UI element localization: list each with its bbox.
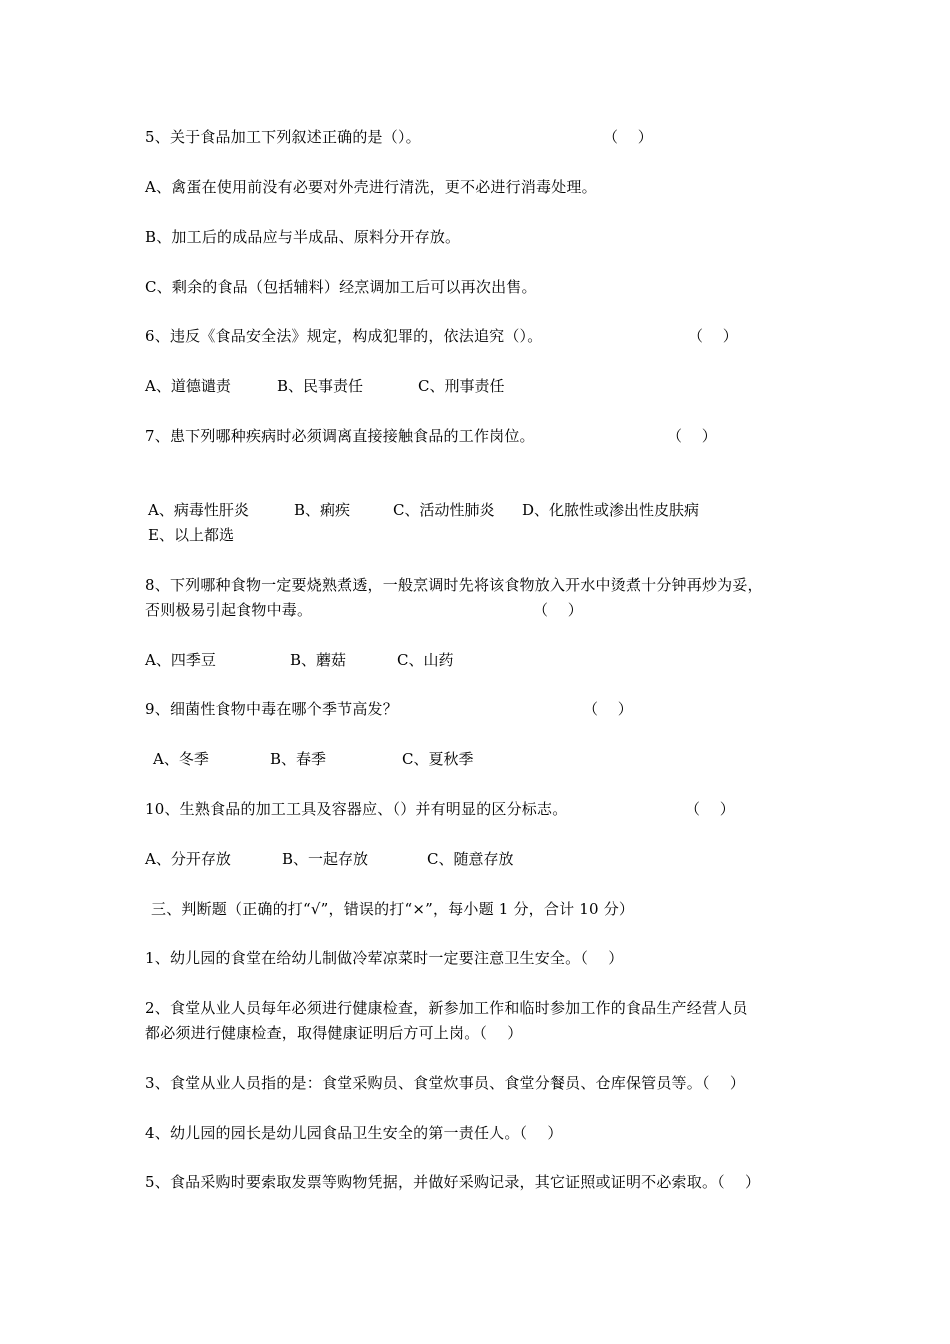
q10-option-a: A、分开存放: [145, 850, 231, 868]
q5-stem: 5、关于食品加工下列叙述正确的是（）。: [145, 128, 421, 146]
q6-stem: 6、违反《食品安全法》规定，构成犯罪的，依法追究（）。: [145, 327, 543, 345]
q7-stem: 7、患下列哪种疾病时必须调离直接接触食品的工作岗位。: [145, 427, 535, 445]
q7-option-c: C、活动性肺炎: [393, 501, 495, 519]
tf-item-2-line1: 2、食堂从业人员每年必须进行健康检查，新参加工作和临时参加工作的食品生产经营人员: [145, 999, 748, 1017]
q8-stem-line2: 否则极易引起食物中毒。: [145, 601, 313, 619]
q5-option-b: B、加工后的成品应与半成品、原料分开存放。: [145, 228, 461, 246]
q9-stem: 9、细菌性食物中毒在哪个季节高发？: [145, 700, 398, 718]
q8-option-c: C、山药: [397, 651, 454, 669]
q7-option-e: E、以上都选: [148, 526, 234, 544]
tf-item-1: 1、幼儿园的食堂在给幼儿制做冷荤凉菜时一定要注意卫生安全。（ ）: [145, 949, 624, 967]
q5-option-c: C、剩余的食品（包括辅料）经烹调加工后可以再次出售。: [145, 278, 537, 296]
q9-answer-paren: （ ）: [583, 700, 633, 718]
section3-title: 三、判断题（正确的打“√”，错误的打“×”，每小题 1 分，合计 10 分）: [151, 900, 635, 918]
q9-option-c: C、夏秋季: [402, 750, 474, 768]
q8-stem-line1: 8、下列哪种食物一定要烧熟煮透，一般烹调时先将该食物放入开水中烫煮十分钟再炒为妥，: [145, 576, 763, 594]
tf-item-3: 3、食堂从业人员指的是：食堂采购员、食堂炊事员、食堂分餐员、仓库保管员等。（ ）: [145, 1074, 746, 1092]
q8-option-a: A、四季豆: [145, 651, 216, 669]
tf-item-4: 4、幼儿园的园长是幼儿园食品卫生安全的第一责任人。（ ）: [145, 1124, 563, 1142]
q6-option-b: B、民事责任: [277, 377, 364, 395]
q7-option-a: A、病毒性肝炎: [148, 501, 249, 519]
q10-answer-paren: （ ）: [685, 800, 735, 818]
q5-option-a: A、禽蛋在使用前没有必要对外壳进行清洗，更不必进行消毒处理。: [145, 178, 597, 196]
q6-option-c: C、刑事责任: [418, 377, 505, 395]
q6-option-a: A、道德谴责: [145, 377, 231, 395]
q5-answer-paren: （ ）: [603, 128, 653, 146]
tf-item-2-line2: 都必须进行健康检查，取得健康证明后方可上岗。（ ）: [145, 1024, 523, 1042]
q10-stem: 10、生熟食品的加工工具及容器应、（）并有明显的区分标志。: [145, 800, 568, 818]
q7-option-b: B、痢疾: [294, 501, 351, 519]
q8-answer-paren: （ ）: [533, 601, 583, 619]
q6-answer-paren: （ ）: [688, 327, 738, 345]
q7-answer-paren: （ ）: [667, 427, 717, 445]
q9-option-a: A、冬季: [153, 750, 209, 768]
q10-option-c: C、随意存放: [427, 850, 514, 868]
tf-item-5: 5、食品采购时要索取发票等购物凭据，并做好采购记录，其它证照或证明不必索取。（ ）: [145, 1173, 761, 1191]
q10-option-b: B、一起存放: [282, 850, 369, 868]
q8-option-b: B、蘑菇: [290, 651, 347, 669]
q9-option-b: B、春季: [270, 750, 327, 768]
q7-option-d: D、化脓性或渗出性皮肤病: [522, 501, 700, 519]
